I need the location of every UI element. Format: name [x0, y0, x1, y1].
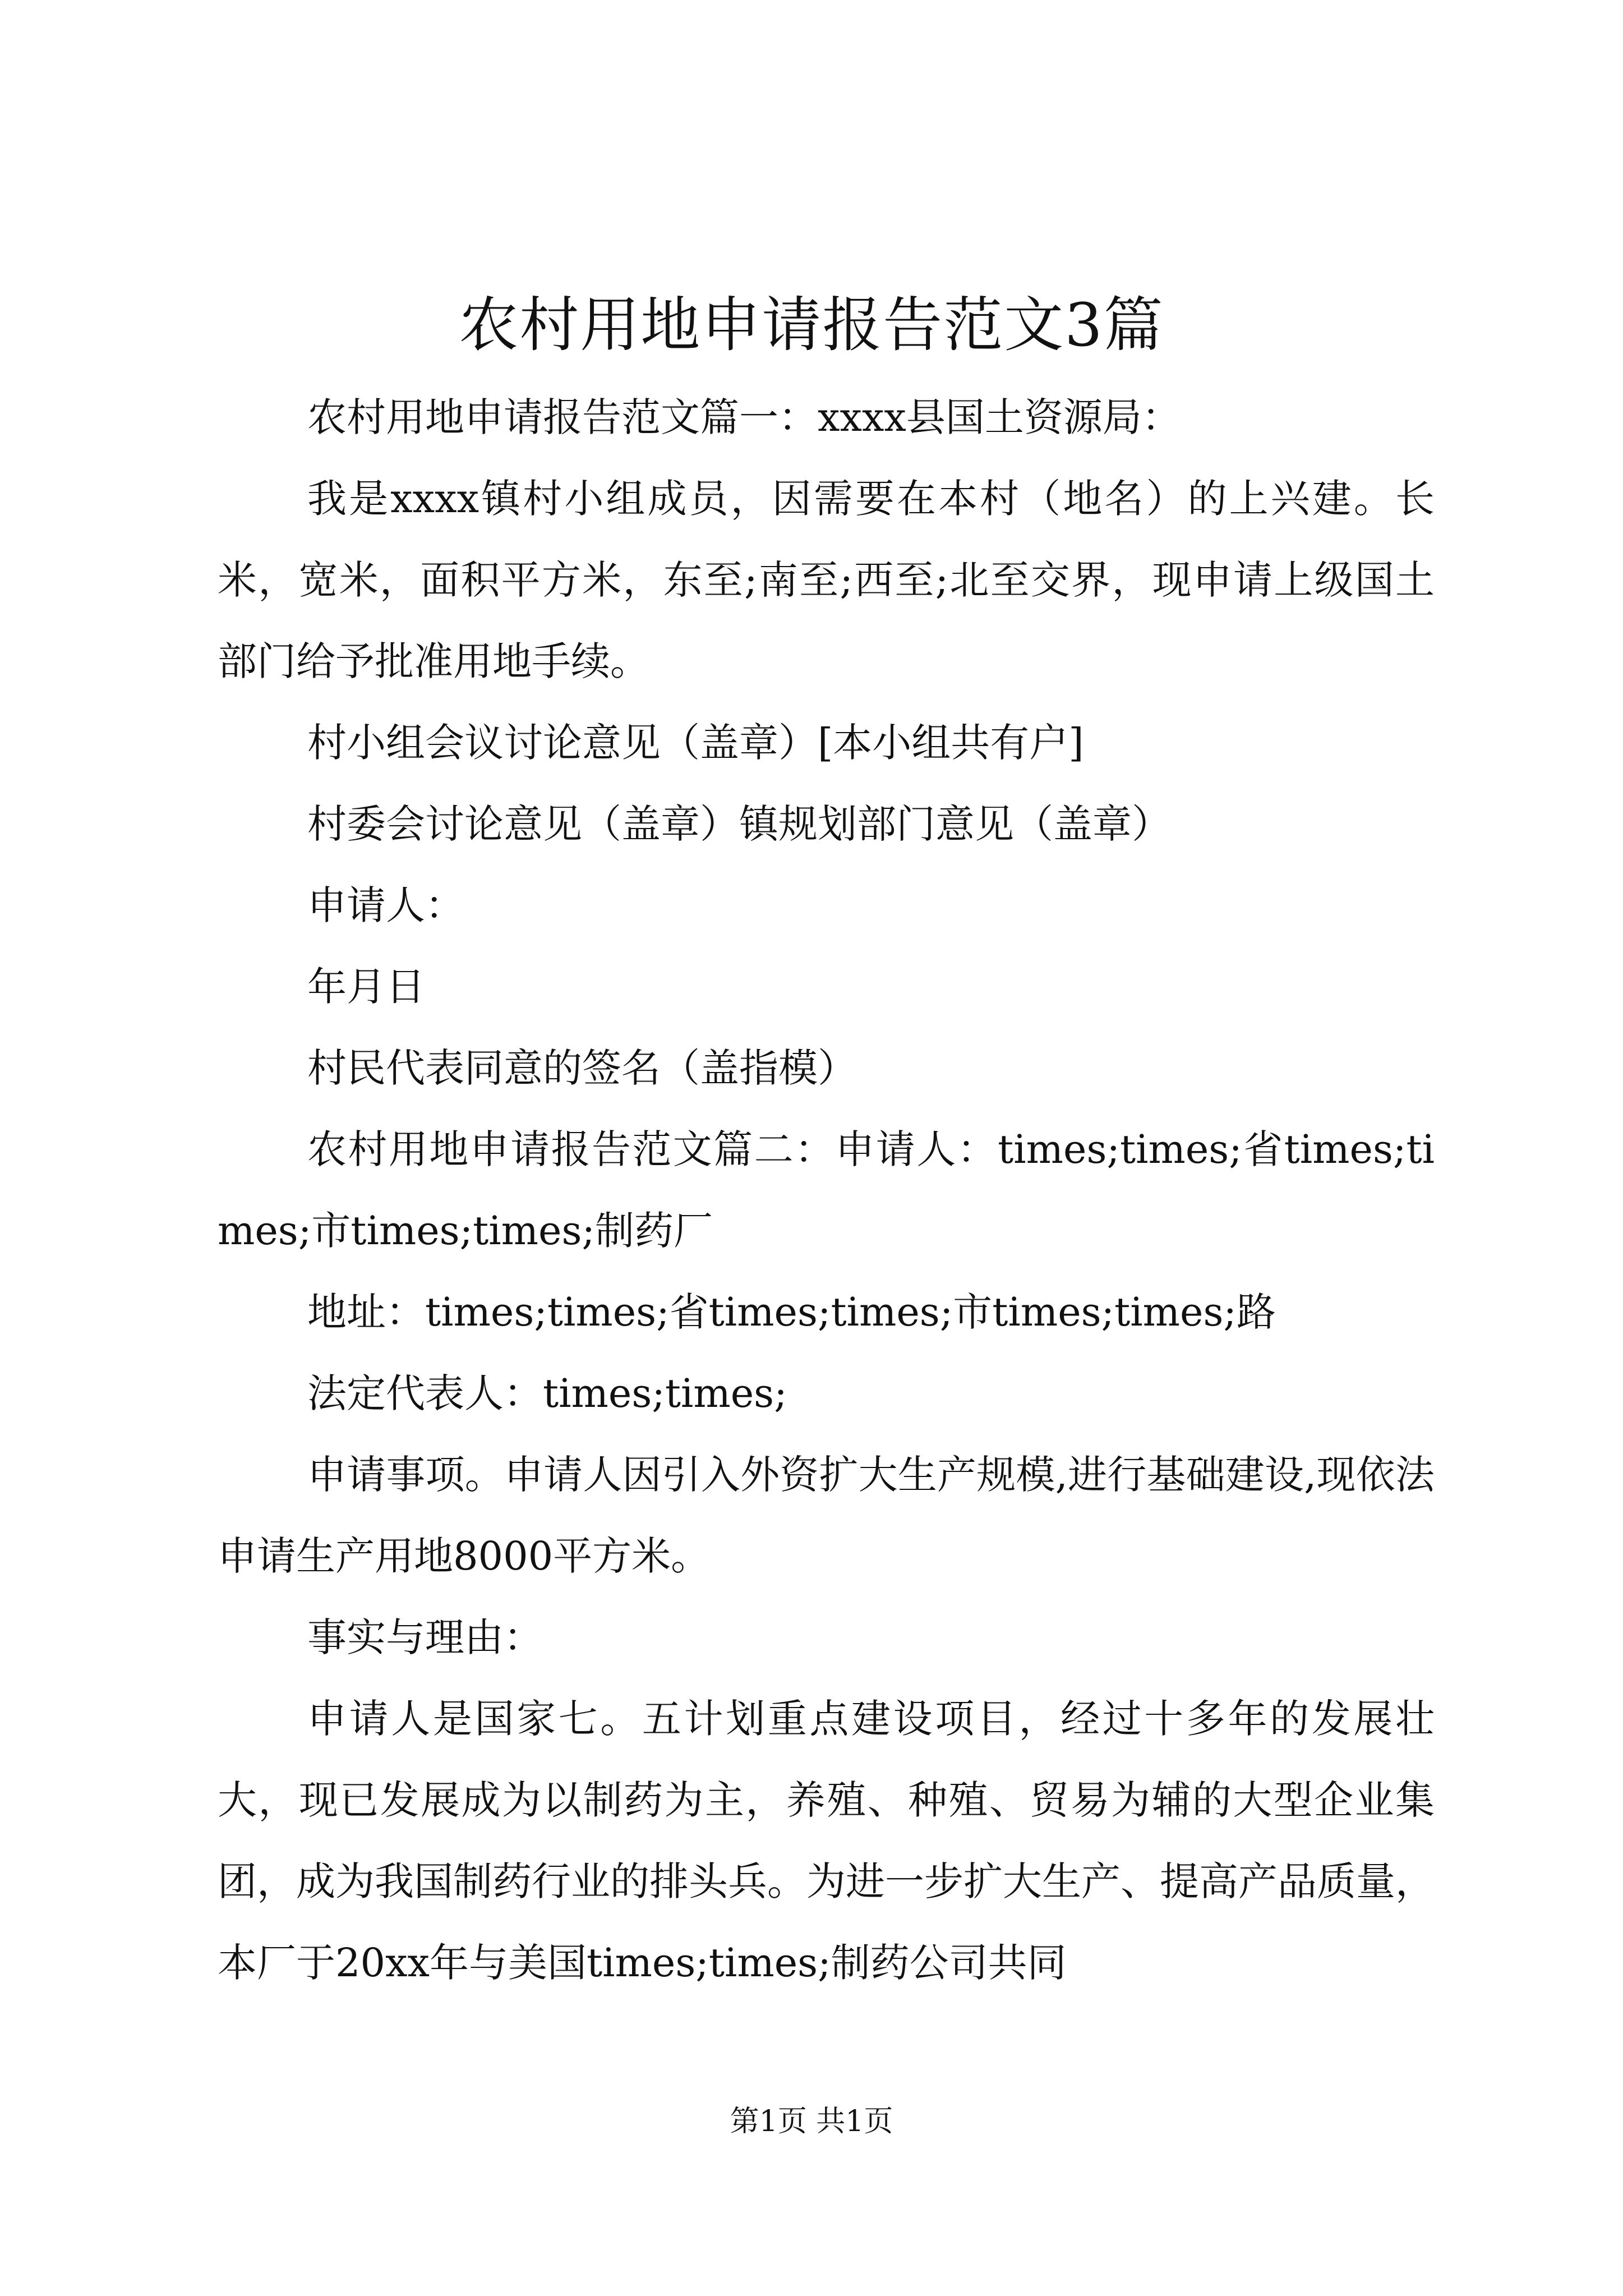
paragraph: 申请人： — [307, 882, 464, 928]
document-body — [218, 377, 1435, 2004]
document-title: 农村用地申请报告范文3篇 — [459, 291, 1164, 360]
paragraph: 年月日 — [307, 964, 425, 1010]
paragraph: 我是xxxx镇村小组成员，因需要在本村（地名）的上兴建。长米，宽米，面积平方米，东至;南至;西至;北至交界，现申请上级国土部门给予批准用地手续。 — [218, 476, 1435, 684]
paragraph: 申请事项。申请人因引入外资扩大生产规模,进行基础建设,现依法申请生产用地8000平方米。 — [218, 1452, 1435, 1579]
paragraph: 村民代表同意的签名（盖指模） — [307, 1045, 857, 1091]
paragraph: 村委会讨论意见（盖章）镇规划部门意见（盖章） — [307, 801, 1171, 847]
paragraph: 农村用地申请报告范文篇二：申请人：times;times;省times;times;市times;times;制药厂 — [218, 1126, 1435, 1254]
paragraph: 农村用地申请报告范文篇一：xxxx县国土资源局： — [307, 394, 1181, 440]
paragraph: 申请人是国家七。五计划重点建设项目，经过十多年的发展壮大，现已发展成为以制药为主，养殖、种殖、贸易为辅的大型企业集团，成为我国制药行业的排头兵。为进一步扩大生产、提高产品质量，本厂于20xx年与美国times;times;制药公司共同 — [218, 1696, 1435, 1986]
paragraph: 法定代表人：times;times; — [307, 1370, 787, 1416]
paragraph: 事实与理由： — [307, 1614, 543, 1660]
paragraph: 地址：times;times;省times;times;市times;times;路 — [307, 1289, 1276, 1335]
paragraph: 村小组会议讨论意见（盖章）[本小组共有户] — [307, 720, 1084, 766]
page-footer: 第1页 共1页 — [730, 2105, 893, 2138]
